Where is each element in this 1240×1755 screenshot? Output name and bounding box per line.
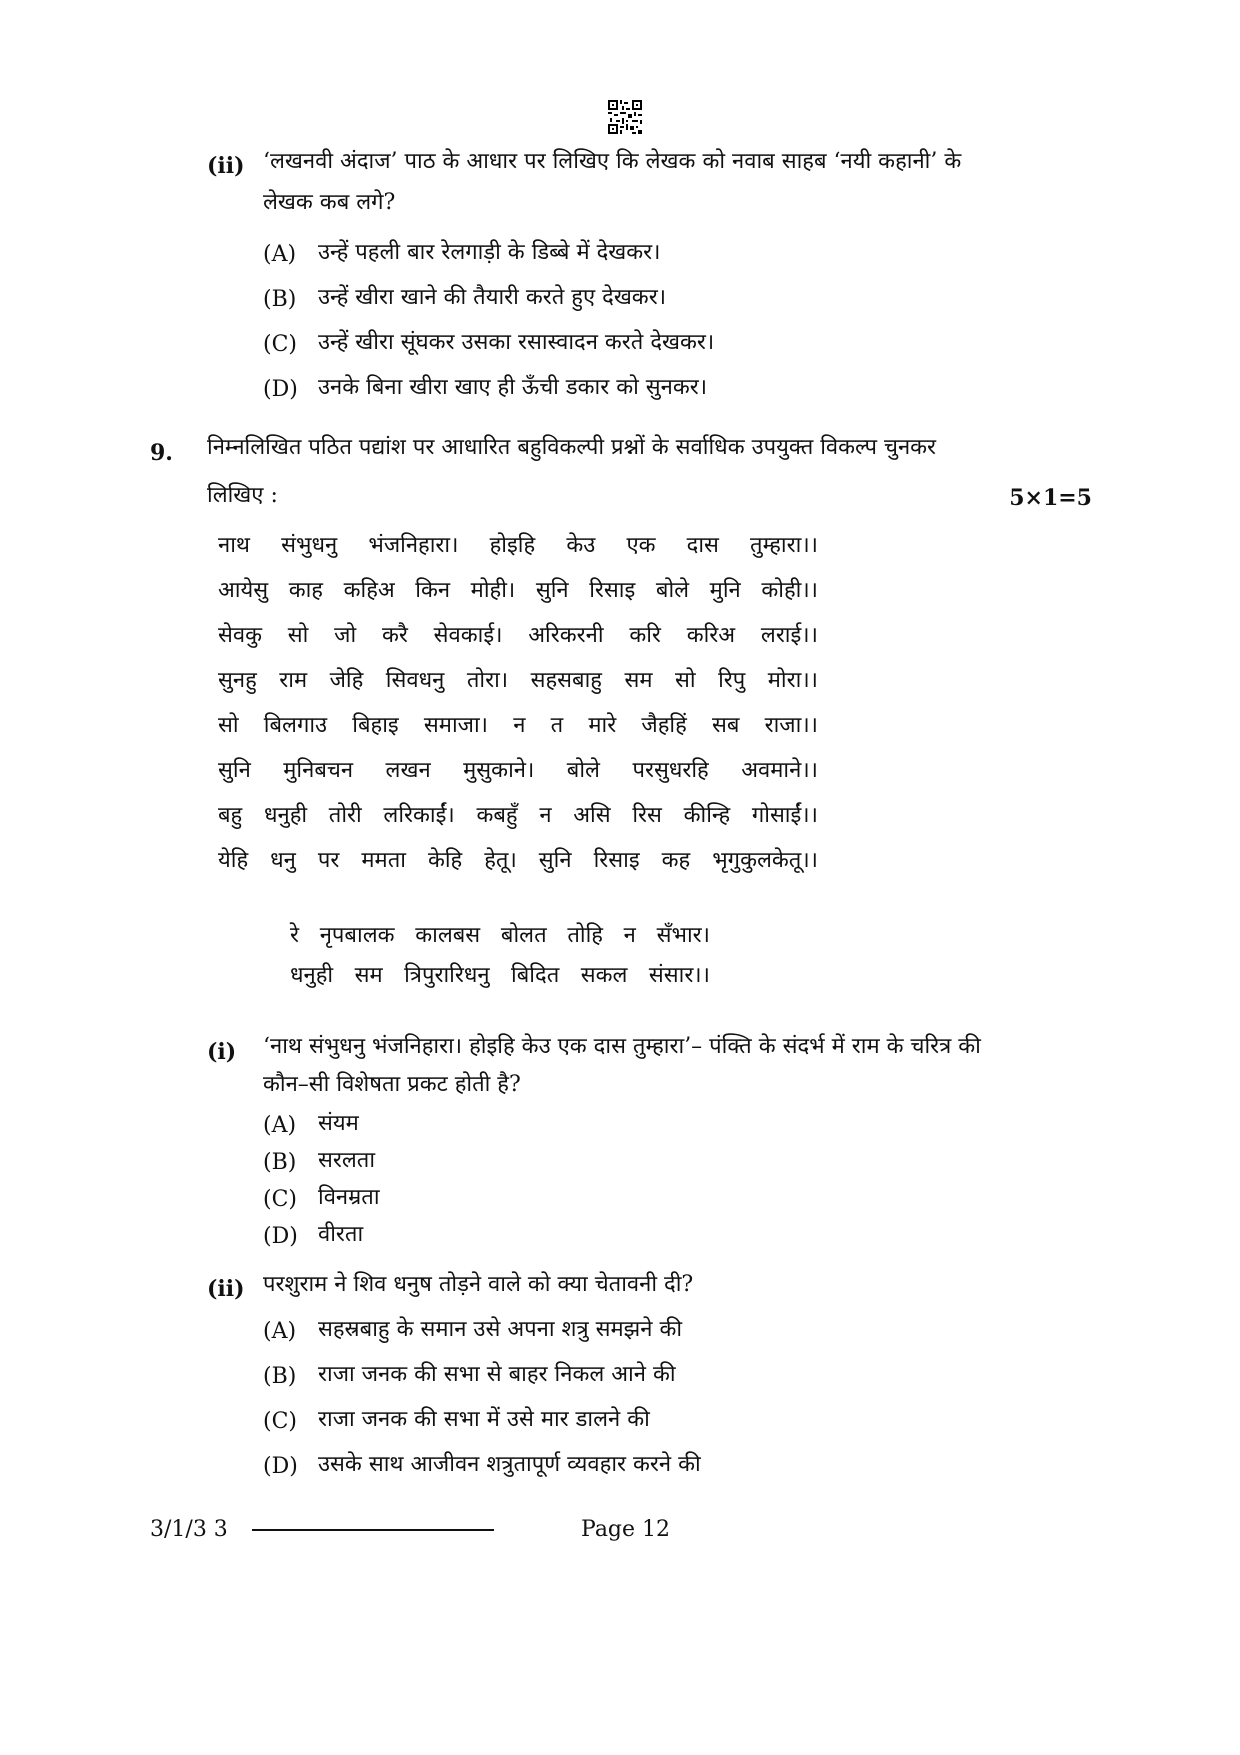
paper-code: 3/1/3 3	[150, 1517, 228, 1542]
q8-ii-question-line1: ‘लखनवी अंदाज’ पाठ के आधार पर लिखिए कि लेखक को नवाब साहब ‘नयी कहानी’ के	[263, 149, 962, 174]
q9-instruction-line2: लिखिए :	[207, 483, 278, 508]
qr-code-icon	[608, 100, 642, 134]
q9-instruction-line1: निम्नलिखित पठित पद्यांश पर आधारित बहुविकल्पी प्रश्नों के सर्वाधिक उपयुक्त विकल्प चुनकर	[207, 435, 937, 460]
q9-i-question-line1: ‘नाथ संभुधनु भंजनिहारा। होइहि केउ एक दास तुम्हारा’– पंक्ति के संदर्भ में राम के चरित्र की	[263, 1034, 981, 1059]
verse-line: आयेसु काह कहिअ किन मोही। सुनि रिसाइ बोले मुनि कोही।।	[218, 578, 818, 603]
doha-line: रे नृपबालक कालबस बोलत तोहि न सँभार।	[290, 923, 710, 948]
q9-ii-option-c: राजा जनक की सभा में उसे मार डालने की	[318, 1407, 650, 1432]
q9-ii-option-a: सहस्रबाहु के समान उसे अपना शत्रु समझने की	[318, 1317, 683, 1342]
verse-line: येहि धनु पर ममता केहि हेतू। सुनि रिसाइ कह भृगुकुलकेतू।।	[218, 848, 818, 873]
q9-ii-option-d-key: (D)	[263, 1454, 298, 1479]
q9-ii-option-d: उसके साथ आजीवन शत्रुतापूर्ण व्यवहार करने की	[318, 1452, 701, 1477]
verse-line: नाथ संभुधनु भंजनिहारा। होइहि केउ एक दास तुम्हारा।।	[218, 533, 818, 558]
q9-i-label: (i)	[207, 1039, 237, 1065]
q8-ii-option-d: उनके बिना खीरा खाए ही ऊँची डकार को सुनकर।	[318, 375, 708, 400]
q9-number: 9.	[150, 440, 173, 466]
q9-ii-label: (ii)	[207, 1276, 245, 1302]
q8-ii-option-b-key: (B)	[263, 287, 297, 312]
q8-ii-option-d-key: (D)	[263, 377, 298, 402]
q9-i-option-d-key: (D)	[263, 1224, 298, 1249]
q8-ii-option-a-key: (A)	[263, 242, 297, 267]
q9-ii-option-b-key: (B)	[263, 1364, 297, 1389]
footer-divider	[252, 1529, 494, 1531]
q9-i-option-c-key: (C)	[263, 1187, 297, 1212]
verse-line: बहु धनुही तोरी लरिकाईं। कबहुँ न असि रिस कीन्हि गोसाईं।।	[218, 803, 818, 828]
q9-ii-question: परशुराम ने शिव धनुष तोड़ने वाले को क्या चेतावनी दी?	[263, 1272, 694, 1297]
q8-ii-label: (ii)	[207, 153, 245, 179]
q8-ii-option-b: उन्हें खीरा खाने की तैयारी करते हुए देखकर।	[318, 285, 667, 310]
verse-line: सेवकु सो जो करै सेवकाई। अरिकरनी करि करिअ लराई।।	[218, 623, 818, 648]
q9-marks: 5×1=5	[1009, 485, 1092, 511]
q8-ii-option-a: उन्हें पहली बार रेलगाड़ी के डिब्बे में देखकर।	[318, 240, 661, 265]
q8-ii-option-c: उन्हें खीरा सूंघकर उसका रसास्वादन करते देखकर।	[318, 330, 715, 355]
q9-i-option-d: वीरता	[318, 1222, 364, 1247]
verse-line: सुनि मुनिबचन लखन मुसुकाने। बोले परसुधरहि अवमाने।।	[218, 758, 818, 783]
q9-i-option-b: सरलता	[318, 1148, 376, 1173]
q9-ii-option-a-key: (A)	[263, 1319, 297, 1344]
doha-line: धनुही सम त्रिपुरारिधनु बिदित सकल संसार।।	[290, 963, 710, 988]
q9-i-option-a: संयम	[318, 1111, 359, 1136]
q9-i-option-b-key: (B)	[263, 1150, 297, 1175]
q9-i-option-a-key: (A)	[263, 1113, 297, 1138]
verse-line: सुनहु राम जेहि सिवधनु तोरा। सहसबाहु सम सो रिपु मोरा।।	[218, 668, 818, 693]
q9-i-option-c: विनम्रता	[318, 1185, 380, 1210]
q8-ii-option-c-key: (C)	[263, 332, 297, 357]
q9-i-question-line2: कौन–सी विशेषता प्रकट होती है?	[263, 1072, 521, 1097]
q9-ii-option-c-key: (C)	[263, 1409, 297, 1434]
q8-ii-question-line2: लेखक कब लगे?	[263, 190, 396, 215]
verse-line: सो बिलगाउ बिहाइ समाजा। न त मारे जैहहिं सब राजा।।	[218, 713, 818, 738]
page-number: Page 12	[581, 1517, 671, 1542]
q9-ii-option-b: राजा जनक की सभा से बाहर निकल आने की	[318, 1362, 676, 1387]
